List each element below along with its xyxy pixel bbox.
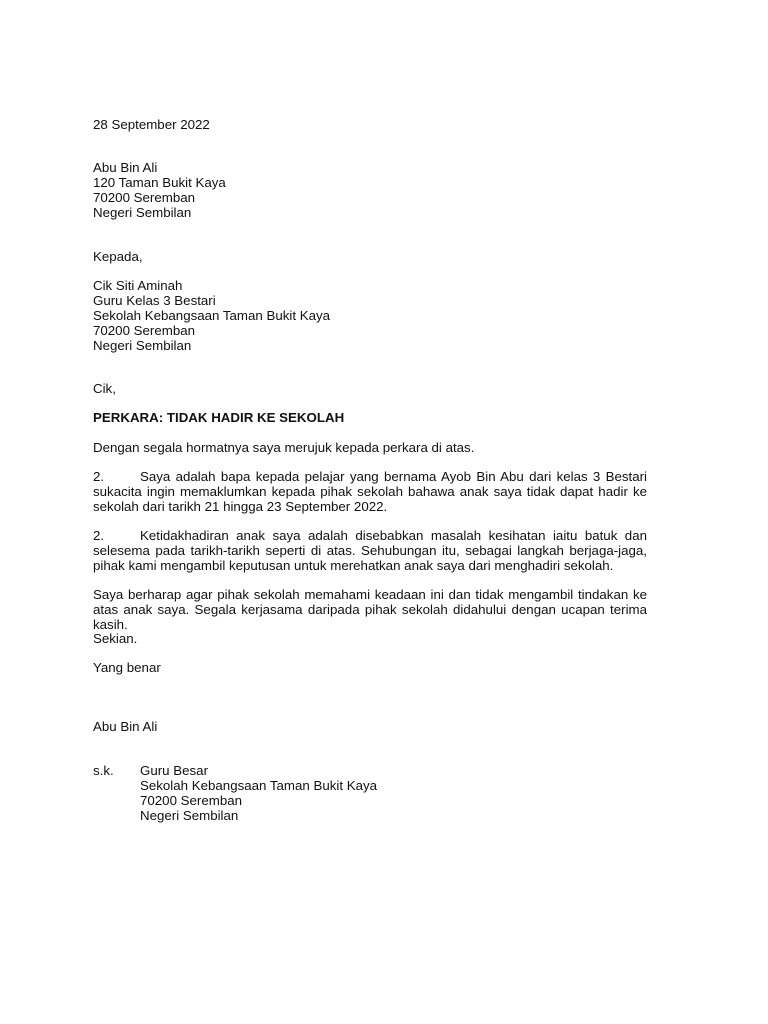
paragraph-number: 2.	[93, 528, 105, 543]
recipient-address-line: Sekolah Kebangsaan Taman Bukit Kaya	[93, 308, 331, 323]
opening-sentence	[93, 440, 647, 455]
sign-off-text: Yang benar	[93, 660, 161, 675]
sign-off	[93, 660, 647, 675]
paragraph-text: Ketidakhadiran anak saya adalah disebabkan masalah kesihatan iaitu batuk dan selesema pada tarikh-tarikh seperti di atas. Sehubungan itu, sebagai langkah berjaga-jaga, pihak kami mengambil keputusan untuk merehatkan anak saya dari menghadiri sekolah.	[93, 528, 647, 573]
recipient-name: Cik Siti Aminah	[93, 278, 183, 293]
salutation	[93, 381, 647, 396]
kepada-text: Kepada,	[93, 249, 143, 264]
opening-text: Dengan segala hormatnya saya merujuk kepada perkara di atas.	[93, 440, 475, 455]
cc-label	[93, 763, 114, 778]
sender-name: Abu Bin Ali	[93, 160, 158, 175]
signature-name-text: Abu Bin Ali	[93, 719, 158, 734]
paragraph-number: 2.	[93, 469, 105, 484]
recipient-label	[93, 249, 647, 264]
subject-heading	[93, 410, 647, 425]
paragraph	[93, 528, 647, 573]
letter-date	[93, 117, 647, 132]
sender-address-line: Negeri Sembilan	[93, 205, 192, 220]
subject-text: PERKARA: TIDAK HADIR KE SEKOLAH	[93, 410, 345, 425]
recipient-address-line: Negeri Sembilan	[93, 338, 192, 353]
cc-line: Sekolah Kebangsaan Taman Bukit Kaya	[140, 778, 378, 793]
paragraph-text: Saya adalah bapa kepada pelajar yang bernama Ayob Bin Abu dari kelas 3 Bestari sukacita ingin memaklumkan kepada pihak sekolah bahawa anak saya tidak dapat hadir ke sekolah dari tarikh 21 hingga 23 September 2022.	[93, 469, 647, 514]
closing-paragraph	[93, 587, 647, 632]
sender-address-block	[93, 160, 647, 220]
cc-label-text: s.k.	[93, 763, 114, 778]
sekian	[93, 631, 647, 646]
closing-paragraph-text: Saya berharap agar pihak sekolah memahami keadaan ini dan tidak mengambil tindakan ke atas anak saya. Segala kerjasama daripada pihak sekolah didahului dengan ucapan terima kasih.	[93, 587, 647, 632]
date-text: 28 September 2022	[93, 117, 210, 132]
cc-line: Negeri Sembilan	[140, 808, 239, 823]
recipient-address-line: 70200 Seremban	[93, 323, 196, 338]
sekian-text: Sekian.	[93, 631, 138, 646]
sender-address-line: 120 Taman Bukit Kaya	[93, 175, 226, 190]
sender-address-line: 70200 Seremban	[93, 190, 196, 205]
signature-name	[93, 719, 647, 734]
salutation-text: Cik,	[93, 381, 116, 396]
cc-line: Guru Besar	[140, 763, 208, 778]
cc-address-block	[140, 763, 377, 823]
paragraph	[93, 469, 647, 514]
recipient-address-line: Guru Kelas 3 Bestari	[93, 293, 216, 308]
cc-line: 70200 Seremban	[140, 793, 243, 808]
recipient-address-block	[93, 278, 647, 353]
